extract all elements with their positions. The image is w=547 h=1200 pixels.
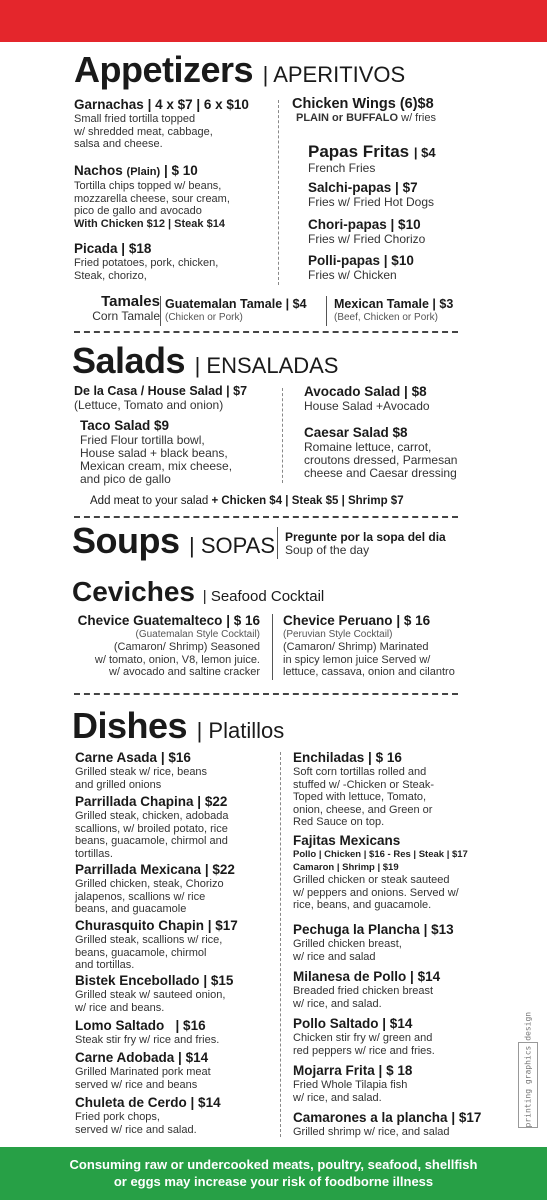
- item-price: | $8: [404, 384, 427, 399]
- item-price: | $ 10: [163, 163, 198, 178]
- soups-title: Soups: [72, 520, 180, 561]
- section-divider: [74, 693, 458, 695]
- menu-item-parrillada-chapina: [75, 794, 275, 860]
- menu-item-papas-fritas: [308, 142, 528, 175]
- menu-item-caesar-salad: [304, 425, 534, 480]
- menu-item-pechuga-la-plancha: [293, 922, 508, 963]
- item-desc: lettuce, cassava, onion and cilantro: [283, 666, 455, 678]
- item-name: Polli-papas: [308, 253, 381, 268]
- dishes-heading: Dishes | Platillos: [72, 705, 285, 746]
- item-desc: Fries w/ Fried Hot Dogs: [308, 195, 435, 209]
- item-desc: Grilled chicken, steak, Chorizo: [75, 878, 224, 890]
- item-note: (Beef, Chicken or Pork): [334, 312, 438, 323]
- item-desc: (Camaron/ Shrimp) Marinated: [283, 641, 429, 653]
- appetizers-divider: [278, 100, 279, 285]
- item-note: (Chicken or Pork): [165, 312, 243, 323]
- menu-item-fajitas: [293, 833, 508, 912]
- item-desc: beans, guacamole, chirmol: [75, 946, 207, 959]
- section-divider: [74, 516, 458, 518]
- appetizers-heading: Appetizers | APERITIVOS: [74, 49, 406, 90]
- item-desc: and grilled onions: [75, 778, 162, 791]
- item-desc: w/ peppers and onions. Served w/: [293, 886, 459, 899]
- dishes-title: Dishes: [72, 705, 188, 746]
- item-name: Caesar Salad $8: [304, 425, 408, 440]
- item-desc: tortillas.: [75, 847, 113, 860]
- warning-line-2: or eggs may increase your risk of foodborne illness: [113, 1174, 434, 1189]
- item-desc: salsa and cheese.: [74, 138, 163, 150]
- item-price: | $16: [160, 750, 191, 765]
- item-desc: w/ shredded meat, cabbage,: [74, 125, 213, 138]
- item-price: | $14: [190, 1095, 221, 1110]
- item-desc: Grilled Marinated pork meat: [75, 1066, 211, 1078]
- item-name: Chicken Wings (6)$8: [292, 96, 434, 112]
- item-desc: Soft corn tortillas rolled and: [293, 766, 427, 778]
- item-option: Camaron | Shrimp | $19: [293, 861, 399, 873]
- salads-divider: [282, 388, 283, 483]
- item-price: | $16: [175, 1018, 206, 1033]
- item-name: Salchi-papas: [308, 180, 392, 195]
- item-desc: jalapenos, scallions w/ rice: [75, 890, 206, 903]
- menu-item-ceviche-guatemalteco: [70, 613, 260, 679]
- tamale-divider: [326, 296, 327, 326]
- item-name: Camarones a la plancha: [293, 1110, 448, 1125]
- item-desc: Grilled steak, chicken, adobada: [75, 810, 229, 822]
- soups-subtitle: SOPAS: [200, 533, 276, 558]
- top-red-bar: [0, 0, 547, 42]
- item-name: Nachos: [74, 163, 123, 178]
- item-price: | $10: [390, 217, 421, 232]
- section-divider: [74, 331, 458, 333]
- menu-item-avocado-salad: [304, 384, 534, 413]
- item-desc: stuffed w/ -Chicken or Steak-: [293, 778, 435, 791]
- menu-item-chicken-wings: [292, 96, 532, 125]
- item-desc: Toped with lettuce, Tomato,: [293, 791, 427, 803]
- item-price: | $15: [203, 973, 234, 988]
- add-meat-note: [90, 495, 530, 507]
- item-price: | $ 16: [396, 613, 431, 628]
- item-desc: Grilled chicken or steak sauteed: [293, 874, 450, 886]
- item-price: | $ 16: [368, 750, 402, 765]
- item-desc: Grilled chicken breast,: [293, 938, 402, 950]
- item-price: | $7: [226, 384, 248, 398]
- menu-item-guatemalan-tamale: [165, 296, 325, 324]
- menu-item-taco-salad: [80, 418, 280, 486]
- tamale-divider: [160, 296, 161, 326]
- item-desc: Breaded fried chicken breast: [293, 985, 434, 997]
- item-desc: w/ rice and salad: [293, 950, 376, 963]
- dishes-divider: [280, 752, 281, 1137]
- item-desc: beans, guacamole, chirmol and: [75, 835, 228, 847]
- menu-item-ceviche-peruano: [283, 613, 533, 679]
- item-name: Carne Adobada: [75, 1050, 175, 1065]
- item-desc: Tortilla chips topped w/ beans,: [74, 180, 222, 192]
- item-price: | $18: [121, 241, 152, 256]
- item-desc: Grilled steak w/ rice, beans: [75, 766, 208, 778]
- item-price: | $4: [413, 145, 436, 160]
- item-extra: With Chicken $12 | Steak $14: [74, 217, 225, 230]
- item-note: (Plain): [126, 166, 161, 178]
- item-desc: (Camaron/ Shrimp) Seasoned: [113, 641, 260, 653]
- item-desc: rice, beans, and guacamole.: [293, 899, 432, 911]
- soups-divider: [277, 527, 278, 559]
- item-desc: Mexican cream, mix cheese,: [80, 459, 233, 473]
- item-name: Parrillada Mexicana | $22: [75, 862, 235, 877]
- item-desc: red peppers w/ rice and fries.: [293, 1044, 435, 1057]
- item-desc: Grilled steak w/ sauteed onion,: [75, 989, 226, 1001]
- item-desc: Fried Flour tortilla bowl,: [80, 433, 205, 447]
- item-style: (Guatemalan Style Cocktail): [135, 629, 260, 640]
- ceviches-heading: Ceviches | Seafood Cocktail: [72, 576, 325, 607]
- dishes-subtitle: Platillos: [208, 718, 285, 743]
- item-option: Pollo | Chicken | $16 - Res | Steak | $17: [293, 849, 468, 860]
- item-desc: House salad + black beans,: [80, 446, 228, 460]
- item-name: Tamales: [101, 293, 160, 310]
- item-price: | $ 16: [226, 613, 260, 628]
- item-name: Churasquito Chapin | $17: [75, 918, 238, 933]
- ceviches-subtitle: Seafood Cocktail: [210, 588, 325, 605]
- item-name: Fajitas Mexicans: [293, 833, 401, 848]
- soup-note-en: Soup of the day: [285, 543, 370, 557]
- item-desc: Fries w/ Chicken: [308, 268, 397, 282]
- item-name: Chori-papas: [308, 217, 387, 232]
- menu-item-house-salad: [74, 383, 284, 412]
- menu-item-salchi-papas: [308, 180, 528, 209]
- menu-item-milanesa-de-pollo: [293, 969, 508, 1010]
- item-desc: Corn Tamale: [92, 309, 160, 323]
- item-desc: Grilled steak, scallions w/ rice,: [75, 934, 223, 946]
- item-name: Chuleta de Cerdo: [75, 1095, 187, 1110]
- salads-heading: Salads | ENSALADAS: [72, 340, 339, 381]
- watermark-text: printing graphics design: [523, 1011, 533, 1128]
- item-name: Picada: [74, 241, 118, 256]
- item-name: Mexican Tamale | $3: [334, 297, 454, 311]
- item-desc: croutons dressed, Parmesan: [304, 453, 458, 467]
- item-desc: w/ fries: [401, 112, 436, 124]
- item-desc: in spicy lemon juice Served w/: [283, 653, 431, 666]
- item-name: Bistek Encebollado: [75, 973, 200, 988]
- printer-watermark: [515, 1011, 541, 1130]
- menu-item-camarones-a-la-plancha: [293, 1110, 508, 1139]
- item-desc: onion, cheese, and Green or: [293, 803, 433, 816]
- soup-of-the-day: [285, 530, 535, 557]
- menu-item-carne-asada: [75, 750, 275, 791]
- salads-title: Salads: [72, 340, 186, 381]
- item-desc: beans, and guacamole: [75, 903, 187, 915]
- item-name: Milanesa de Pollo: [293, 969, 407, 984]
- menu-item-pollo-saltado: [293, 1016, 508, 1057]
- menu-item-carne-adobada: [75, 1050, 275, 1091]
- item-name: Carne Asada: [75, 750, 158, 765]
- item-desc: w/ avocado and saltine cracker: [108, 666, 260, 678]
- item-name: Garnachas: [74, 97, 144, 112]
- item-desc: (Lettuce, Tomato and onion): [74, 398, 224, 412]
- item-name: Guatemalan Tamale | $4: [165, 297, 307, 311]
- menu-item-bistek-encebollado: [75, 973, 275, 1014]
- menu-item-garnachas: [74, 97, 284, 151]
- item-name: Chevice Peruano: [283, 613, 393, 628]
- item-price: | $10: [383, 253, 414, 268]
- soups-heading: Soups | SOPAS: [72, 520, 276, 561]
- item-desc: Grilled shrimp w/ rice, and salad: [293, 1126, 450, 1138]
- add-meat-options: + Chicken $4 | Steak $5 | Shrimp $7: [211, 495, 404, 507]
- item-name: Avocado Salad: [304, 384, 401, 399]
- health-warning-banner: [0, 1147, 547, 1200]
- ceviches-title: Ceviches: [72, 576, 195, 607]
- item-desc: cheese and Caesar dressing: [304, 466, 457, 480]
- item-desc: Steak, chorizo,: [74, 269, 147, 282]
- item-desc: pico de gallo and avocado: [74, 205, 202, 217]
- item-name: Parrillada Chapina | $22: [75, 794, 228, 809]
- appetizers-subtitle: APERITIVOS: [273, 62, 406, 87]
- salads-subtitle: ENSALADAS: [206, 353, 339, 378]
- appetizers-title: Appetizers: [74, 49, 254, 90]
- item-desc: House Salad +Avocado: [304, 399, 430, 413]
- item-name: Enchiladas: [293, 750, 365, 765]
- item-name: Taco Salad $9: [80, 418, 170, 433]
- menu-item-chori-papas: [308, 217, 528, 246]
- item-desc: w/ rice and beans.: [75, 1001, 165, 1014]
- item-desc: w/ rice, and salad.: [293, 1091, 382, 1104]
- menu-item-nachos: [74, 163, 284, 230]
- item-desc: and pico de gallo: [80, 472, 171, 486]
- menu-item-lomo-saltado: [75, 1018, 275, 1047]
- item-name: Chevice Guatemalteco: [77, 613, 223, 628]
- item-price: | $ 18: [378, 1063, 413, 1078]
- item-desc: French Fries: [308, 161, 376, 175]
- item-desc: and tortillas.: [75, 959, 135, 971]
- item-price: | $14: [410, 969, 441, 984]
- menu-item-enchiladas: [293, 750, 508, 829]
- item-name: De la Casa / House Salad: [74, 384, 223, 398]
- item-name: Lomo Saltado: [75, 1018, 165, 1033]
- item-desc: Red Sauce on top.: [293, 816, 385, 828]
- menu-item-tamales: [74, 294, 160, 323]
- menu-item-picada: [74, 241, 284, 282]
- warning-line-1: Consuming raw or undercooked meats, poultry, seafood, shellfish: [69, 1157, 478, 1172]
- item-desc: Fried pork chops,: [75, 1111, 160, 1123]
- menu-item-parrillada-mexicana: [75, 862, 275, 916]
- item-desc: scallions, w/ broiled potato, rice: [75, 822, 228, 835]
- menu-item-churasquito-chapin: [75, 918, 275, 972]
- item-option: PLAIN or BUFFALO: [296, 112, 399, 124]
- item-desc: Steak stir fry w/ rice and fries.: [75, 1034, 220, 1046]
- item-name: Papas Fritas: [308, 142, 410, 161]
- item-price: | $13: [423, 922, 454, 937]
- item-name: Pechuga la Plancha: [293, 922, 420, 937]
- add-meat-label: Add meat to your salad: [90, 495, 209, 507]
- item-desc: w/ rice, and salad.: [293, 997, 382, 1010]
- item-name: Pollo Saltado: [293, 1016, 379, 1031]
- item-desc: Romaine lettuce, carrot,: [304, 440, 432, 454]
- item-price: | $14: [178, 1050, 209, 1065]
- item-desc: w/ tomato, onion, V8, lemon juice.: [94, 653, 260, 666]
- item-price: | $17: [451, 1110, 482, 1125]
- menu-item-mojarra-frita: [293, 1063, 508, 1104]
- item-desc: served w/ rice and salad.: [75, 1123, 197, 1136]
- item-name: Mojarra Frita: [293, 1063, 375, 1078]
- menu-item-chuleta-de-cerdo: [75, 1095, 275, 1136]
- item-desc: Chicken stir fry w/ green and: [293, 1032, 433, 1044]
- item-desc: Fries w/ Fried Chorizo: [308, 232, 426, 246]
- menu-item-polli-papas: [308, 253, 528, 282]
- item-desc: mozzarella cheese, sour cream,: [74, 192, 230, 205]
- item-price: | 4 x $7 | 6 x $10: [147, 97, 249, 112]
- item-desc: Fried Whole Tilapia fish: [293, 1079, 408, 1091]
- item-desc: Small fried tortilla topped: [74, 113, 196, 125]
- item-desc: Fried potatoes, pork, chicken,: [74, 257, 219, 269]
- item-price: | $14: [382, 1016, 413, 1031]
- item-style: (Peruvian Style Cocktail): [283, 629, 393, 640]
- ceviches-divider: [272, 614, 273, 680]
- menu-item-mexican-tamale: [334, 296, 534, 324]
- item-price: | $7: [395, 180, 418, 195]
- soup-note-es: Pregunte por la sopa del dia: [285, 530, 446, 544]
- item-desc: served w/ rice and beans: [75, 1078, 198, 1091]
